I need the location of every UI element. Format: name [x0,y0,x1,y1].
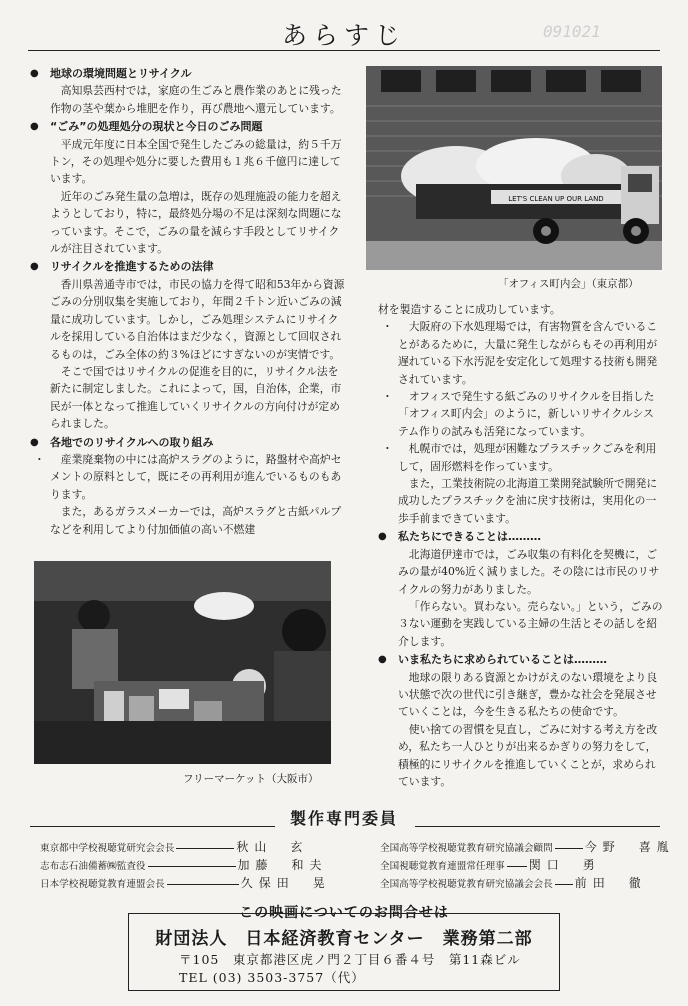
flea-market-caption: フリーマーケット（大阪市） [183,773,319,785]
inquiry-address: 〒105 東京都港区虎ノ門２丁目６番４号 第11森ビル [179,952,521,967]
inquiry-phone: TEL (03) 3503-3757（代） [179,970,365,985]
staff-org: 東京都中学校視聴覚研究会会長 [40,843,175,854]
truck-sign: LET'S CLEAN UP OUR LAND [508,195,604,203]
bullet-item: ・ オフィスで発生する紙ごみのリサイクルを目指した「オフィス町内会」のように，新しいリサイクルシステム作りの試みも活発になっています。 [378,388,664,440]
paragraph: 使い捨ての習慣を見直し，ごみに対する考え方を改め，私たち一人ひとりが出来るかぎりの努力をして，積極的にリサイクルを推進していくことが，求められています。 [398,722,658,788]
staff-org: 日本学校視聴覚教育連盟会長 [40,879,165,890]
staff-member [40,856,328,873]
paragraph: 高知県芸西村では，家庭の生ごみと農作業のあとに残った作物の茎や葉から堆肥を作り，再び農地へ還元しています。 [50,84,342,115]
staff-member [380,874,647,891]
page-title: あらすじ [281,21,406,50]
section-heading: ● 地球の環境問題とリサイクル [30,65,348,82]
inquiry-organization: 財団法人 日本経済教育センター 業務第二部 [155,929,533,949]
paragraph: そこで国ではリサイクルの促進を目的に，リサイクル法を新たに制定しました。これによって，国，自治体，企業，市民が一体となって推進していくリサイクルの方向付けが定められました。 [50,364,342,431]
section-heading: ● 私たちにできることは……… [378,528,664,545]
inquiry-box [128,913,560,991]
staff-name: 今野 喜胤 [584,840,675,854]
staff-name: 加藤 和夫 [237,858,328,872]
paragraph: また，あるガラスメーカーでは，高炉スラグと古紙パルプなどを利用してより付加価値の高い不燃建 [50,505,342,536]
truck-photo-caption: 「オフィス町内会」（東京都） [498,278,639,290]
leader-line [507,866,527,867]
leader-line [555,884,573,885]
staff-member [380,838,675,855]
paragraph: 「作らない。買わない。売らない。」という，ごみの３ない運動を実践している主婦の生活とその話しを紹介します。 [398,599,663,648]
staff-org: 志布志石油備蓄㈱監査役 [40,861,146,872]
staff-name: 前田 徹 [574,876,647,890]
title-divider [28,50,660,51]
section-heading: ● リサイクルを推進するための法律 [30,258,348,275]
truck-photo [366,66,662,270]
leader-line [555,848,583,849]
paragraph: 地球の限りある資源とかけがえのない環境をより良い状態で次の世代に引き継ぎ，豊かな社会を発展させていくことは，今を生きる私たちの使命です。 [398,670,658,719]
paragraph: 香川県善通寺市では，市民の協力を得て昭和53年から資源ごみの分別収集を実施しており，年間２千トン近いごみの減量に成功しています。しかし，ごみ処理システムにリサイクルを採用している自治体はまだ少なく，資源として回収されるものは，ごみ全体の約３%ほどにすぎないのが実情です。 [50,277,345,361]
leader-line [148,866,236,867]
staff-name: 関口 勇 [528,858,601,872]
flea-market-photo [34,561,331,764]
stamp-number: 091021 [543,22,601,41]
paragraph: 北海道伊達市では，ごみ収集の有料化を契機に，ごみの量が40%近く減りました。その陰には市民のリサイクルの努力がありました。 [398,547,660,596]
section-heading: ● いま私たちに求められていることは……… [378,651,664,668]
section-heading: ● “ごみ”の処理処分の現状と今日のごみ問題 [30,118,348,135]
paragraph: 平成元年度に日本全国で発生したごみの総量は，約５千万トン，その処理や処分に要した費用も１兆６千億円に達しています。 [50,137,342,186]
staff-member [380,856,601,873]
paragraph: また，工業技術院の北海道工業開発試験所で開発に成功したプラスチックを油に戻す技術は，実用化の一歩手前まできています。 [398,477,658,525]
staff-org: 全国高等学校視聴覚教育研究協議会会長 [380,879,553,890]
bullet-item: ・ 札幌市では，処理が困難なプラスチックごみを利用して，固形燃料を作っています。 [378,440,664,475]
left-column [30,64,348,538]
flea-market-illustration [34,561,331,764]
leader-line [176,848,234,849]
staff-section-title: 製作専門委員 [289,809,398,828]
right-column [378,301,664,790]
staff-member [40,874,331,891]
leader-line [167,884,239,885]
paragraph-continuation: 材を製造することに成功しています。 [378,303,561,316]
staff-org: 全国視聴覚教育連盟常任理事 [380,861,505,872]
bullet-item: ・ 産業廃棄物の中には高炉スラグのように，路盤材や高炉セメントの原料として，既にその再利用が進んでいるものもあります。 [30,451,348,503]
staff-name: 秋山 玄 [236,840,309,854]
paragraph: 近年のごみ発生量の急増は，既存の処理施設の能力を超えようとしており，特に，最終処分場の不足は深刻な問題になっています。そこで，ごみの量を減らす手段としてリサイクルが注目されています。 [50,189,342,256]
inquiry-title: この映画についてのお問合せは [239,905,449,921]
staff-org: 全国高等学校視聴覚教育研究協議会顧問 [380,843,553,854]
staff-member [40,838,308,855]
staff-name: 久保田 晃 [240,876,331,890]
truck-photo-illustration [366,66,662,270]
bullet-item: ・ 大阪府の下水処理場では，有害物質を含んでいることがあるために，大量に発生しながらもその再利用が遅れている下水汚泥を安定化して処理する技術も開発されています。 [378,318,664,388]
section-heading: ● 各地でのリサイクルへの取り組み [30,434,348,451]
